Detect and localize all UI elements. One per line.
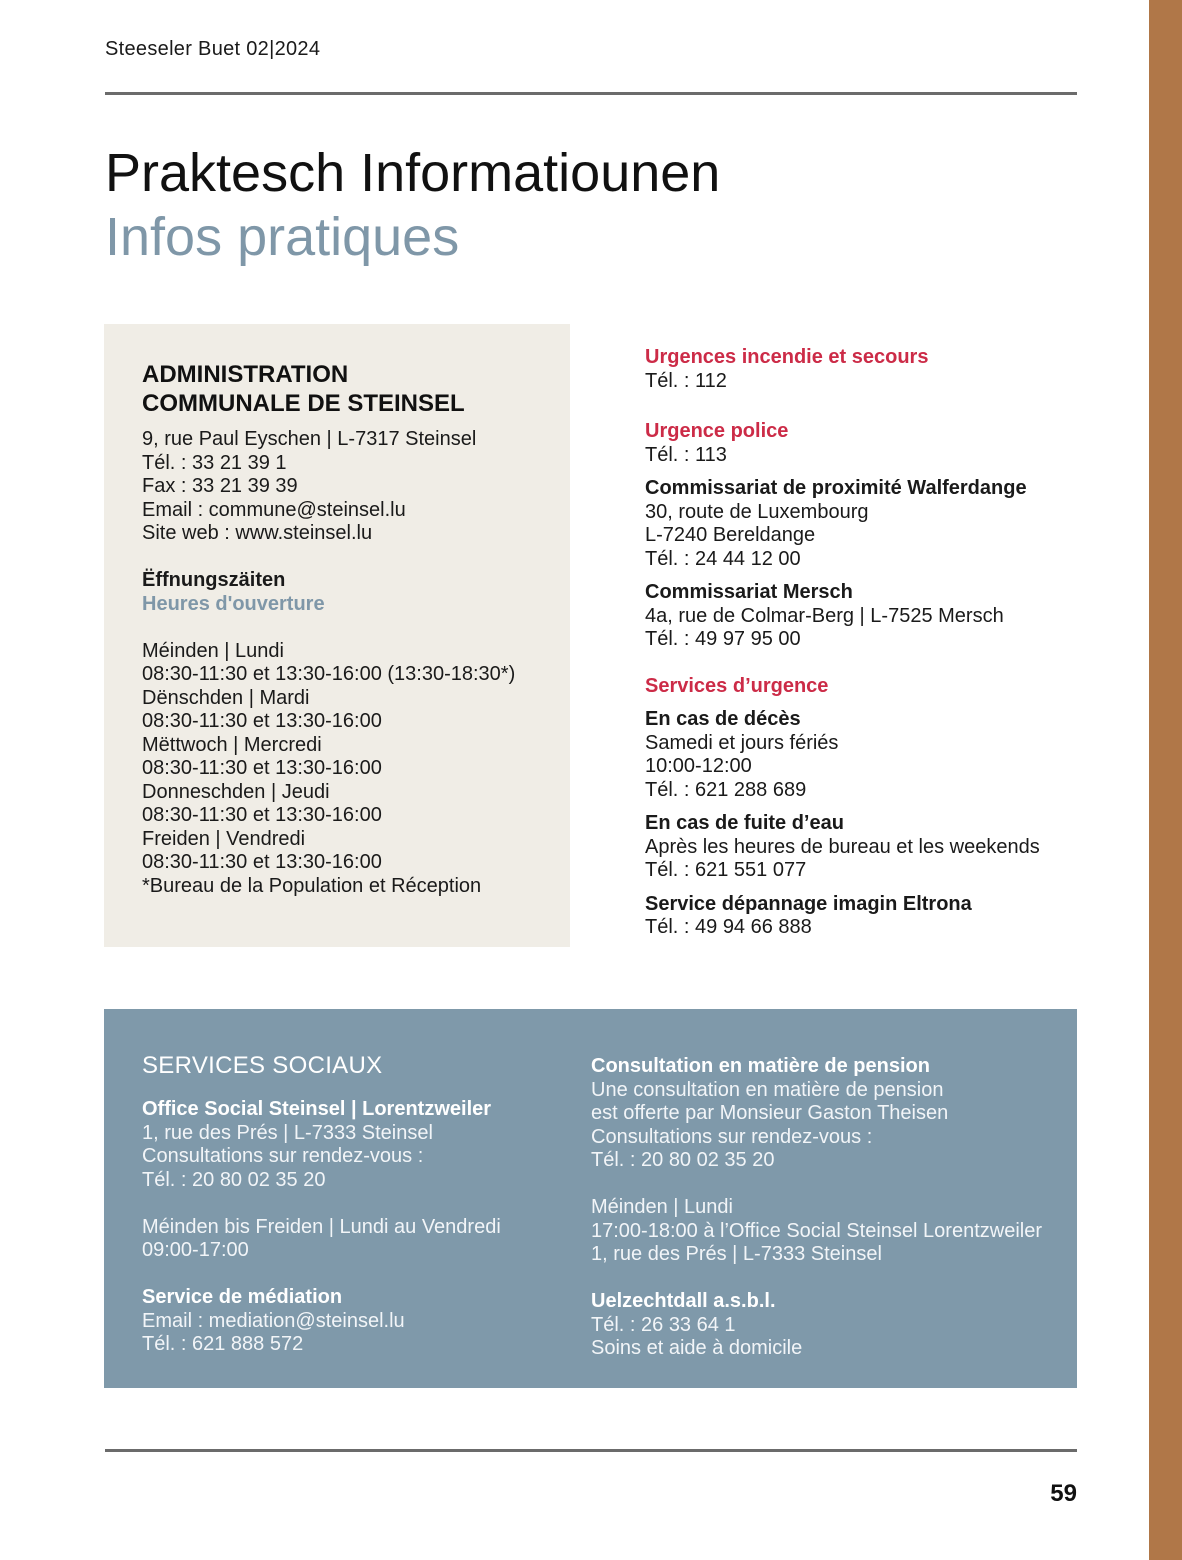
fuite-eau-tel: Tél. : 621 551 077 [645,859,807,881]
walferdange-street: 30, route de Luxembourg [645,500,869,523]
pension-tel: Tél. : 20 80 02 35 20 [591,1149,775,1171]
hours-time-friday: 08:30-11:30 et 13:30-16:00 [142,851,382,873]
administration-content [142,360,562,898]
administration-address: 9, rue Paul Eyschen | L-7317 Steinsel [142,428,477,450]
services-urgence-title: Services d’urgence [645,674,829,697]
page-title: Praktesch Informatiounen [105,143,721,203]
mediation-title: Service de médiation [142,1286,343,1308]
administration-email[interactable]: Email : commune@steinsel.lu [142,498,406,521]
fire-block [645,346,1085,393]
administration-heading-line2: COMMUNALE DE STEINSEL [142,390,465,417]
hours-time-wednesday: 08:30-11:30 et 13:30-16:00 [142,757,382,779]
side-color-bar [1149,0,1182,1560]
uelzechtdall-tel: Tél. : 26 33 64 1 [591,1313,736,1336]
police-block [645,420,1085,467]
walferdange-tel: Tél. : 24 44 12 00 [645,547,801,570]
eltrona-block [645,893,1085,940]
emergency-column [645,346,1085,950]
office-social-days: Méinden bis Freiden | Lundi au Vendredi [142,1215,501,1238]
eltrona-tel: Tél. : 49 94 66 888 [645,916,812,938]
office-social-hours: 09:00-17:00 [142,1239,249,1261]
mediation-tel: Tél. : 621 888 572 [142,1333,304,1355]
hours-label-fr: Heures d'ouverture [142,592,325,615]
walferdange-block [645,477,1085,571]
deces-title: En cas de décès [645,708,801,730]
deces-tel: Tél. : 621 288 689 [645,778,807,801]
mediation-email[interactable]: Email : mediation@steinsel.lu [142,1309,405,1332]
pension-line1: Une consultation en matière de pension [591,1078,944,1101]
deces-block [645,708,1085,802]
fuite-eau-title: En cas de fuite d’eau [645,812,844,834]
administration-website[interactable]: Site web : www.steinsel.lu [142,522,373,544]
pension-consult: Consultations sur rendez-vous : [591,1125,873,1148]
hours-day-thursday: Donneschden | Jeudi [142,780,330,803]
hours-day-friday: Freiden | Vendredi [142,827,306,850]
administration-box [104,324,570,947]
fire-title: Urgences incendie et secours [645,346,929,368]
uelzechtdall-title: Uelzechtdall a.s.b.l. [591,1290,776,1312]
mersch-title: Commissariat Mersch [645,581,853,603]
office-social-title: Office Social Steinsel | Lorentzweiler [142,1098,492,1120]
top-divider [105,92,1077,95]
police-tel: Tél. : 113 [645,443,727,466]
hours-time-monday: 08:30-11:30 et 13:30-16:00 (13:30-18:30*) [142,663,516,685]
social-right-column [591,1055,1061,1361]
office-social-consult: Consultations sur rendez-vous : [142,1145,424,1167]
walferdange-city: L-7240 Bereldange [645,524,816,546]
pension-day: Méinden | Lundi [591,1196,733,1218]
eltrona-title: Service dépannage imagin Eltrona [645,892,972,915]
social-heading: SERVICES SOCIAUX [142,1052,383,1079]
uelzechtdall-text: Soins et aide à domicile [591,1337,803,1359]
office-social-address: 1, rue des Prés | L-7333 Steinsel [142,1121,433,1144]
mersch-block [645,581,1085,652]
hours-time-thursday: 08:30-11:30 et 13:30-16:00 [142,804,382,826]
page-number: 59 [1050,1480,1077,1507]
deces-time: 10:00-12:00 [645,755,752,777]
administration-heading-line1: ADMINISTRATION [142,361,349,388]
mersch-address: 4a, rue de Colmar-Berg | L-7525 Mersch [645,604,1004,627]
services-urgence-block [645,675,1085,699]
administration-tel: Tél. : 33 21 39 1 [142,451,287,474]
administration-heading [142,360,562,418]
fire-tel: Tél. : 112 [645,369,727,392]
administration-fax: Fax : 33 21 39 39 [142,475,298,497]
fuite-eau-block [645,812,1085,883]
hours-footnote: *Bureau de la Population et Réception [142,874,482,897]
police-title: Urgence police [645,420,789,442]
walferdange-title: Commissariat de proximité Walferdange [645,477,1027,499]
fuite-eau-text: Après les heures de bureau et les weekends [645,835,1040,858]
social-left-column [142,1051,562,1357]
pension-hours: 17:00-18:00 à l’Office Social Steinsel Lorentzweiler [591,1219,1042,1242]
pension-title: Consultation en matière de pension [591,1055,930,1077]
publication-header: Steeseler Buet 02|2024 [105,38,321,60]
hours-day-tuesday: Dënschden | Mardi [142,686,310,709]
social-services-box [104,1009,1077,1388]
deces-days: Samedi et jours fériés [645,731,839,754]
office-social-tel: Tél. : 20 80 02 35 20 [142,1168,326,1191]
hours-day-wednesday: Mëttwoch | Mercredi [142,733,322,756]
hours-day-monday: Méinden | Lundi [142,639,284,662]
page-subtitle: Infos pratiques [105,207,460,267]
pension-address: 1, rue des Prés | L-7333 Steinsel [591,1243,882,1265]
mersch-tel: Tél. : 49 97 95 00 [645,628,801,650]
hours-label-lu: Ëffnungszäiten [142,569,286,591]
pension-line2: est offerte par Monsieur Gaston Theisen [591,1102,949,1124]
hours-time-tuesday: 08:30-11:30 et 13:30-16:00 [142,710,382,732]
bottom-divider [105,1449,1077,1452]
